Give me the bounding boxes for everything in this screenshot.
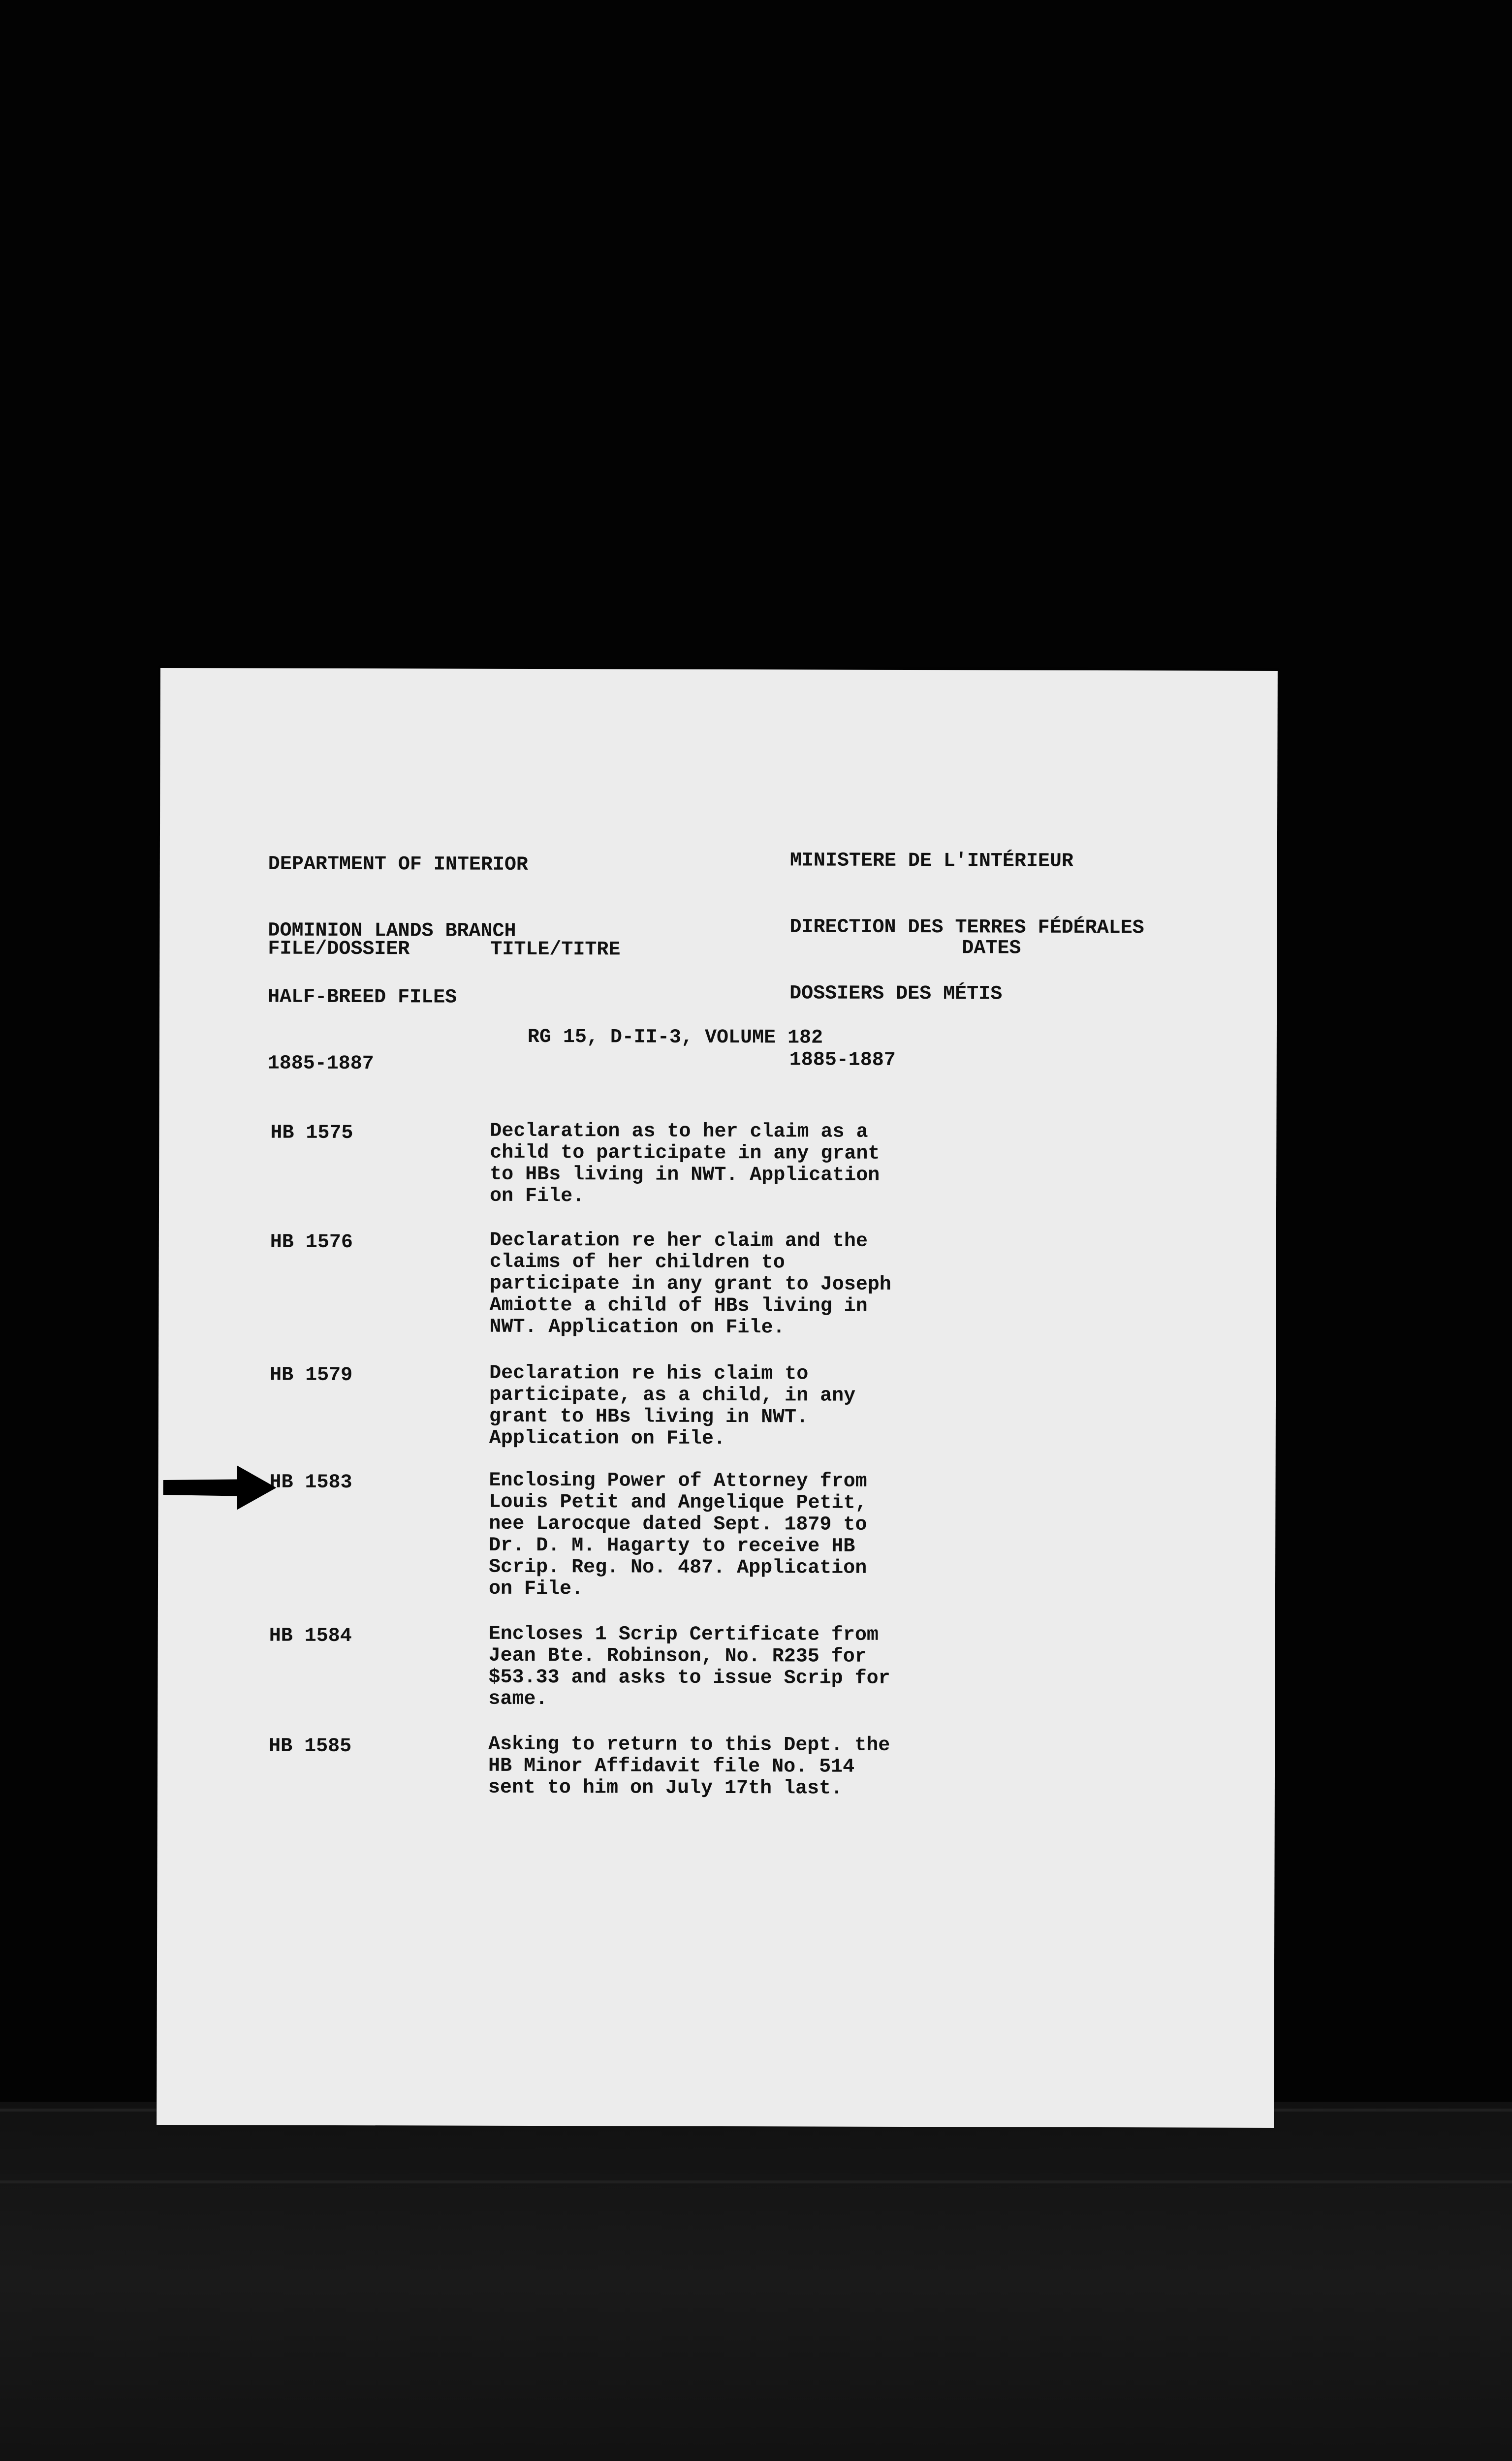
description-line: nee Larocque dated Sept. 1879 to	[489, 1513, 867, 1536]
file-description	[490, 1121, 880, 1208]
description-line: Declaration re his claim to	[489, 1362, 809, 1386]
description-line: sent to him on July 17th last.	[488, 1776, 843, 1800]
header-line: DIRECTION DES TERRES FÉDÉRALES	[789, 916, 1144, 940]
description-line: $53.33 and asks to issue Scrip for	[488, 1666, 890, 1690]
file-description	[488, 1624, 890, 1711]
column-header-title: TITLE/TITRE	[490, 938, 621, 961]
column-header-dates: DATES	[962, 937, 1021, 960]
description-line: on File.	[490, 1185, 585, 1208]
header-french	[789, 805, 1145, 1116]
file-number: HB 1583	[269, 1471, 352, 1494]
file-description	[489, 1363, 856, 1451]
description-line: participate, as a child, in any	[489, 1384, 856, 1407]
file-number: HB 1575	[270, 1122, 353, 1145]
description-line: Application on File.	[489, 1427, 725, 1451]
description-line: Louis Petit and Angelique Petit,	[489, 1491, 867, 1514]
description-line: Encloses 1 Scrip Certificate from	[488, 1623, 879, 1646]
header-english	[267, 809, 528, 1120]
column-header-file: FILE/DOSSIER	[268, 938, 410, 961]
scan-streak	[0, 2180, 1512, 2183]
description-line: participate in any grant to Joseph	[489, 1272, 891, 1296]
description-line: Jean Bte. Robinson, No. R235 for	[488, 1644, 867, 1668]
header-line: DOMINION LANDS BRANCH	[268, 919, 516, 943]
description-line: to HBs living in NWT. Application	[490, 1163, 880, 1187]
description-line: grant to HBs living in NWT.	[489, 1405, 809, 1429]
description-line: Asking to return to this Dept. the	[488, 1733, 890, 1757]
description-line: Declaration re her claim and the	[489, 1229, 868, 1253]
header-line: 1885-1887	[789, 1049, 896, 1072]
description-line: Dr. D. M. Hagarty to receive HB	[489, 1534, 855, 1558]
description-line: child to participate in any grant	[490, 1141, 880, 1165]
file-number: HB 1584	[269, 1625, 352, 1648]
header-line: 1885-1887	[267, 1052, 374, 1075]
header-line: MINISTERE DE L'INTÉRIEUR	[789, 850, 1074, 873]
description-line: HB Minor Affidavit file No. 514	[488, 1755, 855, 1778]
description-line: Declaration as to her claim as a	[490, 1120, 868, 1143]
file-description	[489, 1230, 891, 1339]
volume-reference: RG 15, D-II-3, VOLUME 182	[527, 1026, 823, 1049]
file-number: HB 1576	[270, 1231, 353, 1254]
description-line: NWT. Application on File.	[489, 1316, 785, 1339]
description-line: Enclosing Power of Attorney from	[489, 1469, 867, 1493]
file-description	[489, 1470, 867, 1601]
description-line: same.	[488, 1688, 548, 1711]
description-line: Amiotte a child of HBs living in	[489, 1294, 868, 1318]
description-line: on File.	[488, 1578, 584, 1601]
header-line: DOSSIERS DES MÉTIS	[789, 982, 1003, 1006]
document-page	[157, 668, 1278, 2128]
description-line: Scrip. Reg. No. 487. Application	[489, 1556, 867, 1579]
file-number: HB 1579	[270, 1364, 353, 1387]
scanner-background-strip	[0, 2102, 1512, 2461]
header-line: HALF-BREED FILES	[268, 986, 457, 1009]
header-line: DEPARTMENT OF INTERIOR	[268, 853, 528, 876]
arrow-right-icon	[163, 1465, 276, 1510]
file-description	[488, 1734, 890, 1800]
file-number: HB 1585	[269, 1735, 352, 1758]
description-line: claims of her children to	[489, 1251, 785, 1274]
